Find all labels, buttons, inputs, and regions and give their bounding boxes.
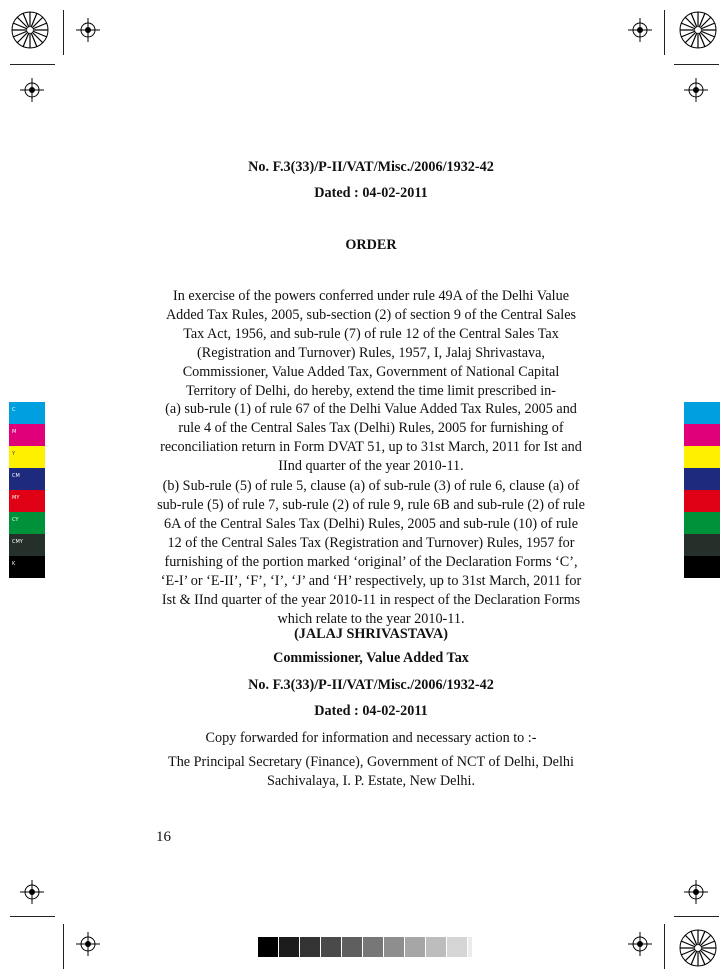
registration-mark-top-left xyxy=(10,10,50,55)
crop-line xyxy=(10,916,55,917)
color-swatch-cyan xyxy=(684,402,720,424)
page-number: 16 xyxy=(156,829,171,845)
color-swatch-cy xyxy=(684,512,720,534)
order-title: ORDER xyxy=(345,237,397,253)
crosshair-mark-right-top xyxy=(684,78,708,107)
color-swatch-cy: CY xyxy=(9,512,45,534)
color-swatch-my xyxy=(684,490,720,512)
gray-swatch xyxy=(384,937,404,957)
color-swatch-cmy: CMY xyxy=(9,534,45,556)
crop-line xyxy=(10,64,55,65)
gray-swatch xyxy=(342,937,362,957)
crosshair-mark-right-bottom xyxy=(684,880,708,909)
registration-mark-bottom-right xyxy=(678,928,718,973)
gray-swatch xyxy=(279,937,299,957)
gray-swatch xyxy=(405,937,425,957)
color-swatch-black xyxy=(684,556,720,578)
color-swatch-cm: CM xyxy=(9,468,45,490)
color-swatch-cmy xyxy=(684,534,720,556)
color-swatch-cyan: C xyxy=(9,402,45,424)
color-swatch-yellow xyxy=(684,446,720,468)
crop-line xyxy=(664,10,665,55)
crop-line xyxy=(664,924,665,969)
registration-mark-top-right xyxy=(678,10,718,55)
color-swatch-black: K xyxy=(9,556,45,578)
crop-line xyxy=(674,64,719,65)
crosshair-mark-bottom-left xyxy=(76,932,100,961)
crosshair-mark-top xyxy=(76,18,100,47)
gray-swatch xyxy=(447,937,467,957)
gray-swatch xyxy=(258,937,278,957)
crosshair-mark-left-bottom xyxy=(20,880,44,909)
color-swatch-magenta: M xyxy=(9,424,45,446)
recipient-address: The Principal Secretary (Finance), Government of NCT of Delhi, Delhi Sachivalaya, I. P. Estate, New Delhi. xyxy=(168,754,574,789)
copy-forwarded-line: Copy forwarded for information and necessary action to :- xyxy=(205,730,537,746)
gray-swatch xyxy=(321,937,341,957)
reference-number: No. F.3(33)/P-II/VAT/Misc./2006/1932-42 xyxy=(248,159,494,175)
gray-swatch xyxy=(468,937,472,957)
signatory-name: (JALAJ SHRIVASTAVA) xyxy=(294,626,448,642)
crosshair-mark-left-top xyxy=(20,78,44,107)
crop-line xyxy=(63,924,64,969)
crosshair-mark-top-right xyxy=(628,18,652,47)
clause-b: (b) Sub-rule (5) of rule 5, clause (a) of sub-rule (3) of rule 6, clause (a) of sub-rule (5) of rule 7, sub-rule (2) of rule 9, rule 6B and sub-rule (2) of rule 6A of the Central Sales Tax (Delhi) Rules, 2005 and sub-rule (10) of rule 12 of the Central Sales Tax (Registration and Turnover) Rules, 1957 for furnishing of the portion marked ‘original’ of the Declaration Forms ‘C’, ‘E-I’ or ‘E-II’, ‘F’, ‘I’, ‘J’ and ‘H’ respectively, up to 31st March, 2011 for Ist & IInd quarter of the year 2010-11 in respect of the Declaration Forms which relate to the year 2010-11. xyxy=(157,478,585,627)
color-swatch-cm xyxy=(684,468,720,490)
color-swatch-my: MY xyxy=(9,490,45,512)
color-swatch-yellow: Y xyxy=(9,446,45,468)
gray-swatch xyxy=(426,937,446,957)
gray-swatch xyxy=(300,937,320,957)
gray-swatch xyxy=(363,937,383,957)
crop-line xyxy=(674,916,719,917)
intro-paragraph: In exercise of the powers conferred under rule 49A of the Delhi Value Added Tax Rules, 2005, sub-section (2) of section 9 of the Central Sales Tax Act, 1956, and sub-rule (7) of rule 12 of the Central Sales Tax (Registration and Turnover) Rules, 1957, I, Jalaj Shrivastava, Commissioner, Value Added Tax, Government of National Capital Territory of Delhi, do hereby, extend the time limit prescribed in- xyxy=(165,288,577,399)
signatory-designation: Commissioner, Value Added Tax xyxy=(273,650,469,666)
crosshair-mark-bottom-right xyxy=(628,932,652,961)
footer-dated-line: Dated : 04-02-2011 xyxy=(314,703,428,719)
color-swatch-magenta xyxy=(684,424,720,446)
dated-line: Dated : 04-02-2011 xyxy=(314,185,428,201)
crop-line xyxy=(63,10,64,55)
clause-a: (a) sub-rule (1) of rule 67 of the Delhi Value Added Tax Rules, 2005 and rule 4 of the Central Sales Tax (Delhi) Rules, 2005 for furnishing of reconciliation return in Form DVAT 51, up to 31st March, 2011 for Ist and IInd quarter of the year 2010-11. xyxy=(160,401,582,474)
footer-reference-number: No. F.3(33)/P-II/VAT/Misc./2006/1932-42 xyxy=(248,677,494,693)
